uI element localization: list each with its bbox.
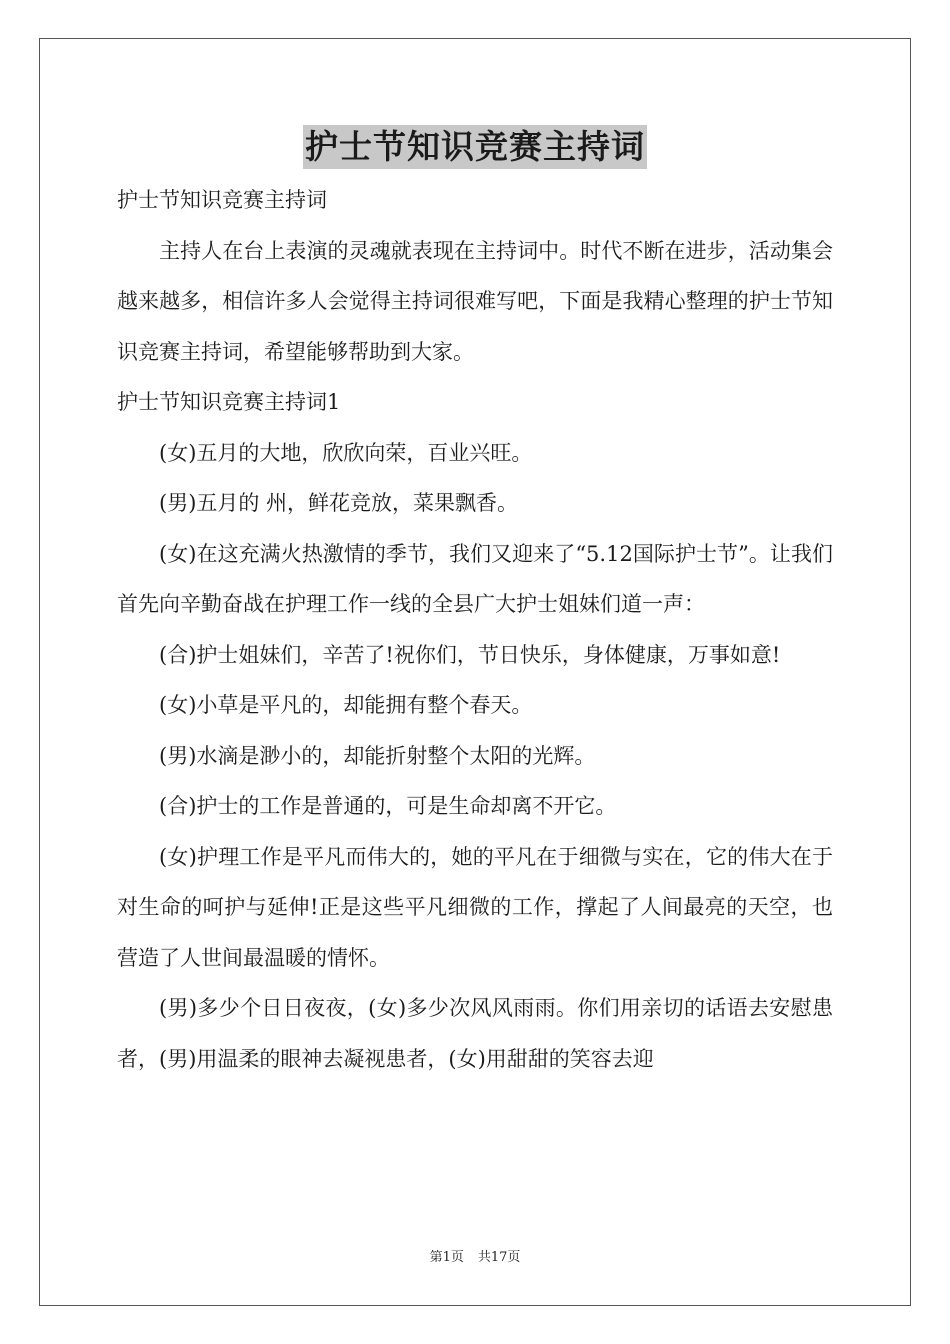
paragraph: (男)水滴是渺小的，却能折射整个太阳的光辉。 <box>159 743 596 768</box>
paragraph: (女)护理工作是平凡而伟大的，她的平凡在于细微与实在，它的伟大在于对生命的呵护与延伸!正是这些平凡细微的工作，撑起了人间最亮的天空，也营造了人世间最温暖的情怀。 <box>117 844 833 970</box>
document-body <box>117 175 833 1084</box>
paragraph: (男)多少个日日夜夜，(女)多少次风风雨雨。你们用亲切的话语去安慰患者，(男)用温柔的眼神去凝视患者，(女)用甜甜的笑容去迎 <box>117 996 833 1071</box>
page-footer <box>0 1246 950 1265</box>
paragraph: (女)五月的大地，欣欣向荣，百业兴旺。 <box>159 440 533 465</box>
paragraph: 护士节知识竞赛主持词1 <box>117 390 341 414</box>
paragraph: (女)小草是平凡的，却能拥有整个春天。 <box>159 693 533 717</box>
page-number: 第1页 <box>429 1250 464 1265</box>
paragraph: (女)在这充满火热激情的季节，我们又迎来了“5.12国际护士节”。让我们首先向辛勤奋战在护理工作一线的全县广大护士姐妹们道一声： <box>117 541 833 616</box>
page-total: 共17页 <box>477 1250 521 1265</box>
document-title: 护士节知识竞赛主持词 <box>303 125 647 169</box>
paragraph-list <box>117 226 833 1085</box>
paragraph: (男)五月的 州，鲜花竞放，菜果飘香。 <box>159 491 519 515</box>
document-subtitle: 护士节知识竞赛主持词 <box>117 188 327 212</box>
paragraph: (合)护士姐妹们，辛苦了!祝你们，节日快乐，身体健康，万事如意! <box>159 642 781 667</box>
title-container <box>0 125 950 169</box>
paragraph: 主持人在台上表演的灵魂就表现在主持词中。时代不断在进步，活动集会越来越多，相信许多人会觉得主持词很难写吧，下面是我精心整理的护士节知识竞赛主持词，希望能够帮助到大家。 <box>117 238 833 364</box>
paragraph: (合)护士的工作是普通的，可是生命却离不开它。 <box>159 794 617 818</box>
